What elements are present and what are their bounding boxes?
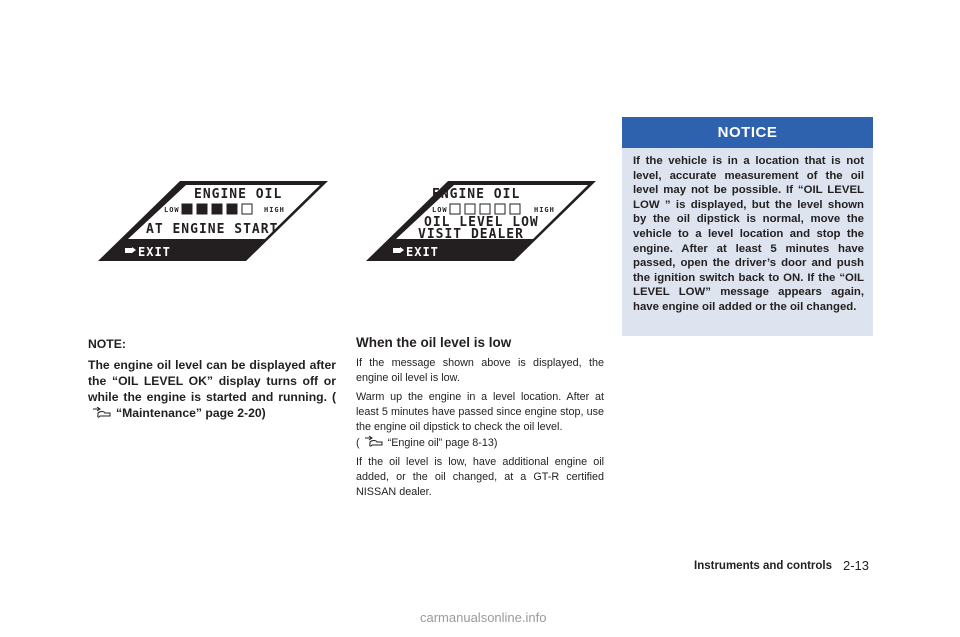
gauge-segment bbox=[212, 204, 222, 214]
note-block bbox=[88, 336, 336, 421]
paragraph-2-text: Warm up the engine in a level location. After at least 5 minutes have passed since engine stop, use the engine oil dipstick to check the oil level. bbox=[356, 391, 604, 433]
gauge-segment bbox=[242, 204, 252, 214]
gauge-segment bbox=[450, 204, 460, 214]
note-heading: NOTE: bbox=[88, 337, 126, 351]
paragraph-2-open-paren: ( bbox=[356, 437, 360, 449]
gauge-segment bbox=[197, 204, 207, 214]
paragraph-1: If the message shown above is displayed, the engine oil level is low. bbox=[356, 357, 604, 384]
page-reference-icon bbox=[364, 435, 384, 448]
level-low-label: LOW bbox=[164, 206, 180, 214]
level-high-label: HIGH bbox=[534, 206, 555, 214]
display-title: ENGINE OIL bbox=[432, 187, 521, 202]
gauge-segment bbox=[182, 204, 192, 214]
paragraph-2-reference: “Engine oil” page 8-13) bbox=[387, 437, 498, 449]
note-open-paren: ( bbox=[331, 390, 337, 404]
display-panel-oil-level-low bbox=[366, 181, 596, 261]
footer-section-name: Instruments and controls bbox=[694, 560, 833, 572]
display-frame bbox=[98, 181, 328, 261]
level-low-label: LOW bbox=[432, 206, 448, 214]
display-exit-label: EXIT bbox=[138, 245, 171, 259]
note-text: The engine oil level can be displayed after the “OIL LEVEL OK” display turns off or while the engine is started and running. bbox=[88, 358, 336, 404]
paragraph-3: If the oil level is low, have additional engine oil added, or the oil changed, at a GT-R certified NISSAN dealer. bbox=[356, 456, 604, 498]
oil-level-gauge bbox=[182, 204, 252, 214]
display-frame bbox=[366, 181, 596, 261]
display-message-line-1: AT ENGINE START bbox=[146, 222, 279, 237]
gauge-segment bbox=[480, 204, 490, 214]
section-title: When the oil level is low bbox=[356, 335, 512, 350]
display-panel-engine-start bbox=[98, 181, 328, 261]
notice-text: If the vehicle is in a location that is not level, accurate measurement of the oil level may not be possible. If “OIL LEVEL LOW ” is displayed, but the level shown by the oil dipstick is normal, move the vehicle to a level location and stop the engine. After at least 5 minutes have passed, open the driver’s door and push the ignition switch back to ON. If the “OIL LEVEL LOW” message appears again, have engine oil added or the oil changed. bbox=[633, 155, 864, 313]
paragraph-2 bbox=[356, 390, 604, 451]
gauge-segment bbox=[465, 204, 475, 214]
page-reference-icon bbox=[92, 406, 112, 419]
notice-heading: NOTICE bbox=[622, 117, 873, 148]
gauge-segment bbox=[510, 204, 520, 214]
watermark: carmanualsonline.info bbox=[420, 610, 547, 625]
gauge-segment bbox=[495, 204, 505, 214]
note-reference: “Maintenance” page 2-20) bbox=[116, 406, 266, 420]
notice-box bbox=[622, 117, 873, 336]
display-exit-label: EXIT bbox=[406, 245, 439, 259]
oil-level-gauge bbox=[450, 204, 520, 214]
display-message-line-1: OIL LEVEL LOW bbox=[424, 215, 539, 230]
section-body bbox=[356, 356, 604, 504]
display-message-line-2: VISIT DEALER bbox=[418, 227, 524, 242]
display-title: ENGINE OIL bbox=[194, 187, 283, 202]
page-number: 2-13 bbox=[843, 558, 870, 573]
gauge-segment bbox=[227, 204, 237, 214]
level-high-label: HIGH bbox=[264, 206, 285, 214]
